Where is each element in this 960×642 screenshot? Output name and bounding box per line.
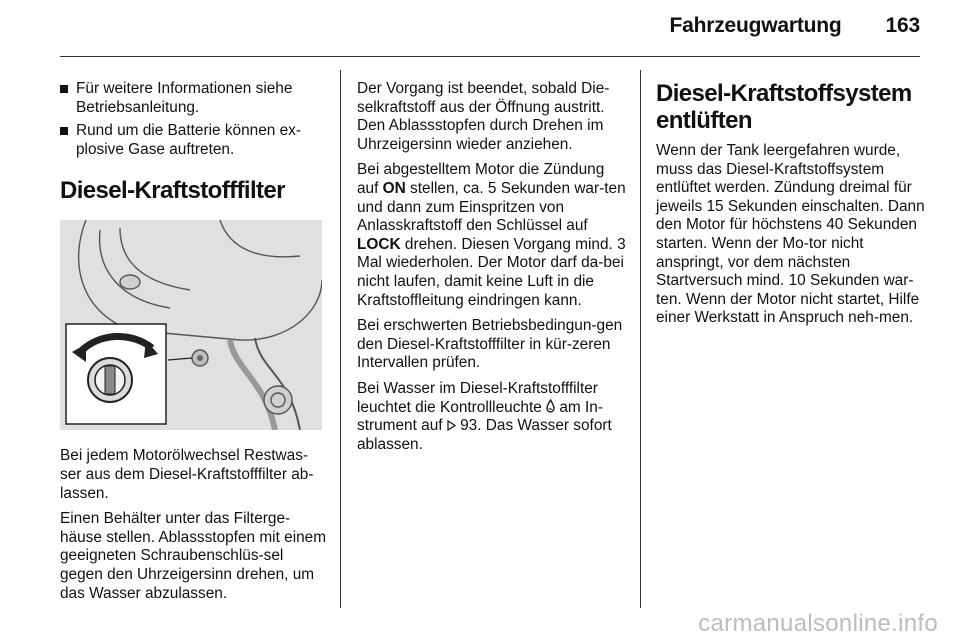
middle-column: [357, 80, 627, 461]
left-column: [60, 80, 328, 610]
page-number: 163: [885, 14, 920, 37]
paragraph: Bei erschwerten Betriebsbedingun-gen den Diesel-Kraftstofffilter in kür-zeren Intervallen prüfen.: [357, 317, 623, 372]
paragraph: Wenn der Tank leergefahren wurde, muss das Diesel-Kraftstoffsystem entlüftet werden. Zündung dreimal für jeweils 15 Sekunden einschalten. Dann den Motor für höchstens 40 Sekunden starten. Wenn der Mo-tor nicht anspringt, vor dem nächsten Startversuch mind. 10 Sekunden war-ten. Wenn der Motor nicht startet, Hilfe einer Werkstatt in Anspruch neh-men.: [656, 142, 925, 327]
section-heading-bleed-system: Diesel-Kraftstoffsystem entlüften: [656, 80, 912, 134]
fuel-water-indicator-icon: [546, 399, 555, 414]
hose-clamp: [120, 275, 140, 289]
ignition-on-label: ON: [382, 179, 406, 197]
paragraph: Bei abgestelltem Motor die Zündung auf ON stellen, ca. 5 Sekunden war-ten und dann zum Einspritzen von Anlasskraftstoff den Schlüssel auf LOCK drehen. Diesen Vorgang mind. 3 Mal wiederholen. Der Motor darf da-bei nicht laufen, damit keine Luft in die Kraftstoffleitung eindringen kann.: [357, 161, 626, 309]
column-divider-left: [340, 70, 341, 608]
inset-detail: [66, 324, 166, 424]
section-heading-fuel-filter: Diesel-Kraftstofffilter: [60, 177, 285, 205]
ignition-lock-label: LOCK: [357, 235, 401, 253]
header-rule: [60, 56, 920, 57]
right-column: [656, 80, 926, 335]
chapter-title: Fahrzeugwartung: [669, 14, 842, 37]
paragraph: Bei jedem Motorölwechsel Restwas-ser aus dem Diesel-Kraftstofffilter ab-lassen.: [60, 447, 314, 502]
watermark: carmanualsonline.info: [698, 610, 938, 637]
note-list: [60, 80, 328, 159]
page-reference[interactable]: 93: [460, 417, 478, 435]
note-item: Rund um die Batterie können ex-plosive Gase auftreten.: [60, 122, 328, 159]
note-item: Für weitere Informationen siehe Betriebsanleitung.: [60, 80, 328, 117]
page-header: [670, 14, 920, 38]
fuel-filter-illustration: [60, 220, 322, 430]
paragraph: Einen Behälter unter das Filterge-häuse stellen. Ablassstopfen mit einem geeigneten Schraubenschlüs-sel gegen den Uhrzeigersinn drehen, um das Wasser abzulassen.: [60, 510, 327, 602]
paragraph: Der Vorgang ist beendet, sobald Die-selkraftstoff aus der Öffnung austritt. Den Ablassstopfen durch Drehen im Uhrzeigersinn wieder anziehen.: [357, 80, 610, 153]
triangle-right-icon: [447, 420, 456, 431]
paragraph: Bei Wasser im Diesel-Kraftstofffilter leuchtet die Kontrollleuchte am In-strument auf 93. Das Wasser sofort ablassen.: [357, 379, 612, 453]
column-divider-right: [640, 70, 641, 608]
bracket-bolt: [264, 386, 292, 414]
